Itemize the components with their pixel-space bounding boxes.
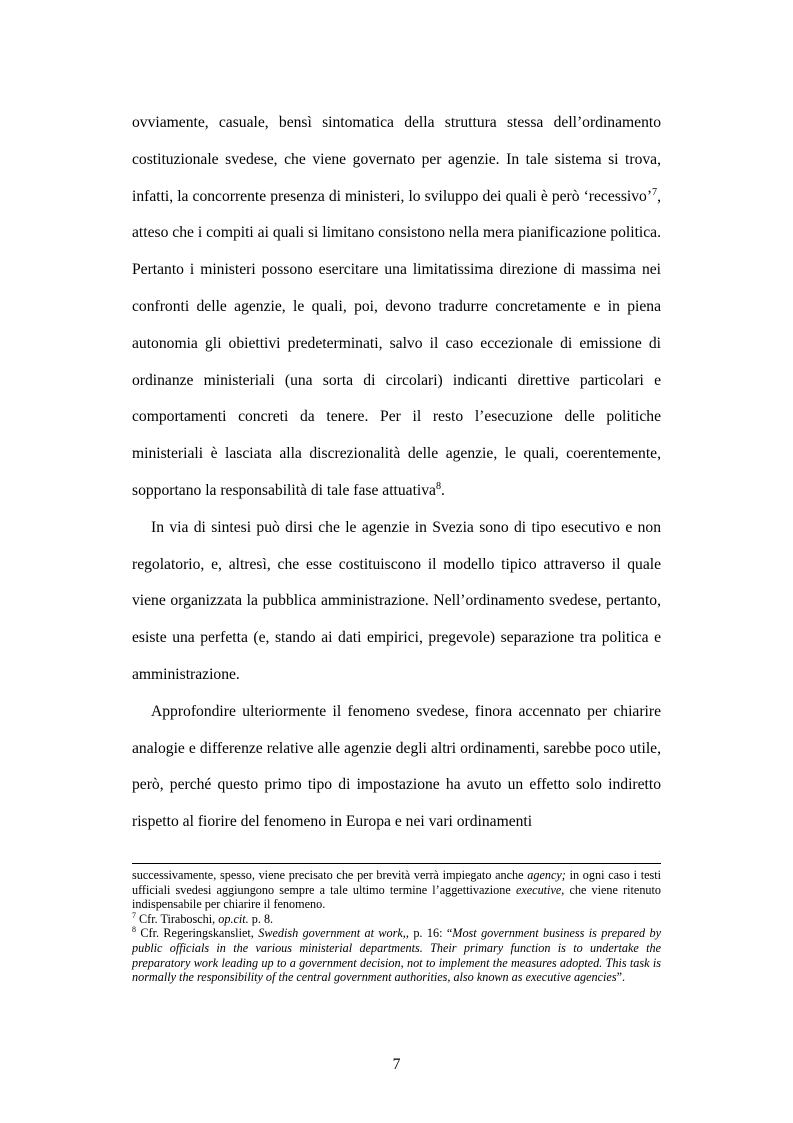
page-number: 7 xyxy=(392,1056,401,1073)
footnote-ref-7[interactable]: 7 xyxy=(652,186,658,198)
footnote-cont-italic-2: executive, xyxy=(515,882,565,897)
footnote-cont-italic-1: agency; xyxy=(527,868,566,882)
footnote-7 xyxy=(132,912,661,927)
footnote-continuation xyxy=(132,868,661,912)
footnote-7-number: 7 xyxy=(132,910,136,920)
footnote-cont-text-a: successivamente, spesso, viene precisato che per brevità verrà impiegato anche xyxy=(132,868,528,882)
footnote-8 xyxy=(132,926,661,984)
footnote-7-text-b: p. 8. xyxy=(248,911,274,926)
footnote-8-quote: Most government business is prepared by public officials in the various ministerial departments. Their primary function is to undertake the preparatory work leading up to a government decision, not to implement the measures adopted. This task is normally the responsibility of the central government authorities, also known as executive agencies xyxy=(132,926,662,985)
paragraph-2: In via di sintesi può dirsi che le agenzie in Svezia sono di tipo esecutivo e non regolatorio, e, altresì, che esse costituiscono il modello tipico attraverso il quale viene organizzata la pubblica amministrazione. Nell’ordinamento svedese, pertanto, esiste una perfetta (e, stando ai dati empirici, pregevole) separazione tra politica e amministrazione. xyxy=(132,518,661,683)
footnote-cont-text-b: in ogni caso i testi ufficiali svedesi aggiungono sempre a tale ultimo termine l’aggettivazione xyxy=(132,868,662,897)
footnote-7-italic: op.cit. xyxy=(218,911,249,926)
main-text xyxy=(132,105,661,841)
paragraph-1-text-c: . xyxy=(441,481,445,499)
paragraph-1-text-b: , atteso che i compiti ai quali si limitano consistono nella mera pianificazione politica. Pertanto i ministeri possono esercitare una limitatissima direzione di massima nei confronti delle agenzie, le quali, poi, devono tradurre concretamente e in piena autonomia gli obiettivi predeterminati, salvo il caso eccezionale di emissione di ordinanze ministeriali (una sorta di circolari) indicanti direttive particolari e comportamenti concreti da tenere. Per il resto l’esecuzione delle politiche ministeriali è lasciata alla discrezionalità delle agenzie, le quali, coerentemente, sopportano la responsabilità di tale fase attuativa xyxy=(132,187,661,499)
footnote-7-text-a: Cfr. Tiraboschi, xyxy=(135,911,219,926)
paragraph-3: Approfondire ulteriormente il fenomeno svedese, finora accennato per chiarire analogie e differenze relative alle agenzie degli altri ordinamenti, sarebbe poco utile, però, perché questo primo tipo di impostazione ha avuto un effetto solo indiretto rispetto al fiorire del fenomeno in Europa e nei vari ordinamenti xyxy=(132,702,661,831)
footnote-separator xyxy=(132,863,661,864)
footnote-8-text-a: Cfr. Regeringskansliet, xyxy=(135,926,259,941)
footnote-8-title: Swedish government at work, xyxy=(258,926,406,941)
footnote-8-text-c: ”. xyxy=(616,970,626,985)
footnote-8-number: 8 xyxy=(132,925,136,935)
paragraph-1 xyxy=(132,105,661,510)
footnote-cont-text-c: che viene ritenuto indispensabile per chiarire il fenomeno. xyxy=(132,882,661,912)
paragraph-1-text-a: ovviamente, casuale, bensì sintomatica della struttura stessa dell’ordinamento costituzionale svedese, che viene governato per agenzie. In tale sistema si trova, infatti, la concorrente presenza di ministeri, lo sviluppo dei quali è però ‘recessivo’ xyxy=(132,114,661,205)
footnote-ref-8[interactable]: 8 xyxy=(435,480,442,492)
footnote-8-text-b: , p. 16: “ xyxy=(405,926,453,941)
footnotes xyxy=(132,868,661,985)
